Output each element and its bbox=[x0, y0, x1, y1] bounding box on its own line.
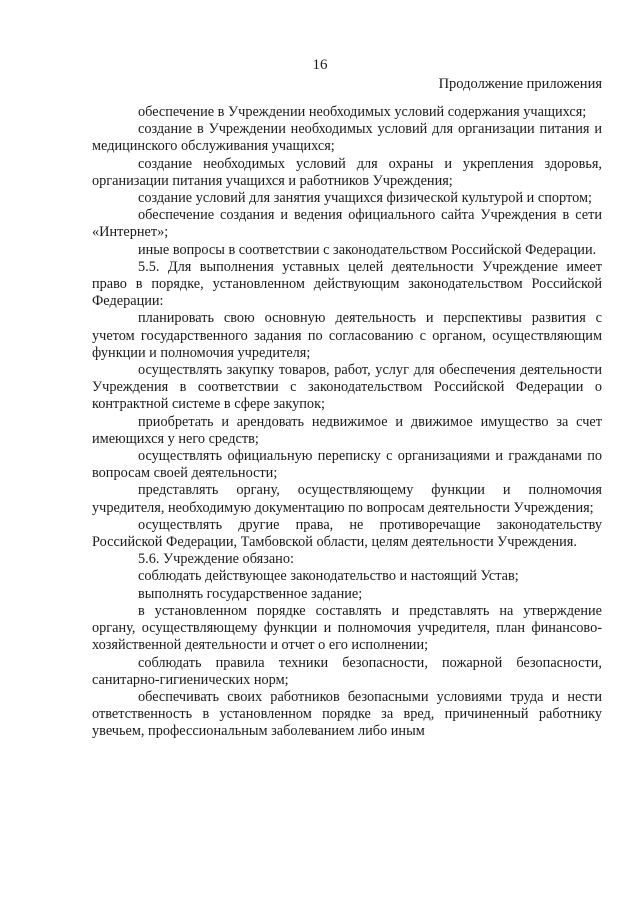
paragraph: обеспечение создания и ведения официального сайта Учреждения в сети «Интернет»; bbox=[92, 207, 602, 241]
document-body bbox=[92, 104, 602, 741]
paragraph: создание необходимых условий для охраны и укрепления здоровья, организации питания учащихся и работников Учреждения; bbox=[92, 155, 602, 189]
paragraph: соблюдать действующее законодательство и настоящий Устав; bbox=[138, 568, 519, 585]
paragraph: осуществлять официальную переписку с организациями и гражданами по вопросам своей деятельности; bbox=[92, 448, 602, 482]
paragraph: создание условий для занятия учащихся физической культурой и спортом; bbox=[138, 190, 592, 207]
page-number: 16 bbox=[312, 57, 328, 73]
paragraph: обеспечение в Учреждении необходимых условий содержания учащихся; bbox=[138, 104, 587, 120]
paragraph: в установленном порядке составлять и представлять на утверждение органу, осуществляющему функции и полномочия учредителя, план финансово-хозяйственной деятельности и отчет о его исполнении; bbox=[92, 602, 602, 654]
paragraph: осуществлять закупку товаров, работ, услуг для обеспечения деятельности Учреждения в соответствии с законодательством Российской Федерации о контрактной системе в сфере закупок; bbox=[92, 362, 602, 413]
paragraph: выполнять государственное задание; bbox=[138, 585, 363, 602]
paragraph: обеспечивать своих работников безопасными условиями труда и нести ответственность в установленном порядке за вред, причиненный работнику увечьем, профессиональным заболеванием либо иным bbox=[92, 688, 602, 740]
paragraph: приобретать и арендовать недвижимое и движимое имущество за счет имеющихся у него средств; bbox=[92, 413, 602, 447]
appendix-continuation-note: Продолжение приложения bbox=[438, 76, 602, 92]
paragraph: создание в Учреждении необходимых условий для организации питания и медицинского обслуживания учащихся; bbox=[92, 121, 602, 155]
section-paragraph: 5.6. Учреждение обязано: bbox=[138, 551, 294, 568]
paragraph: осуществлять другие права, не противоречащие законодательству Российской Федерации, Тамбовской области, целям деятельности Учреждения. bbox=[92, 516, 602, 551]
section-paragraph: 5.5. Для выполнения уставных целей деятельности Учреждение имеет право в порядке, установленном действующим законодательством Российской Федерации: bbox=[92, 258, 602, 310]
paragraph: соблюдать правила техники безопасности, пожарной безопасности, санитарно-гигиенических норм; bbox=[92, 654, 602, 688]
paragraph: планировать свою основную деятельность и перспективы развития с учетом государственного задания по согласованию с органом, осуществляющим функции и полномочия учредителя; bbox=[92, 310, 602, 361]
paragraph: представлять органу, осуществляющему функции и полномочия учредителя, необходимую документацию по вопросам деятельности Учреждения; bbox=[92, 482, 602, 516]
paragraph: иные вопросы в соответствии с законодательством Российской Федерации. bbox=[138, 241, 597, 258]
